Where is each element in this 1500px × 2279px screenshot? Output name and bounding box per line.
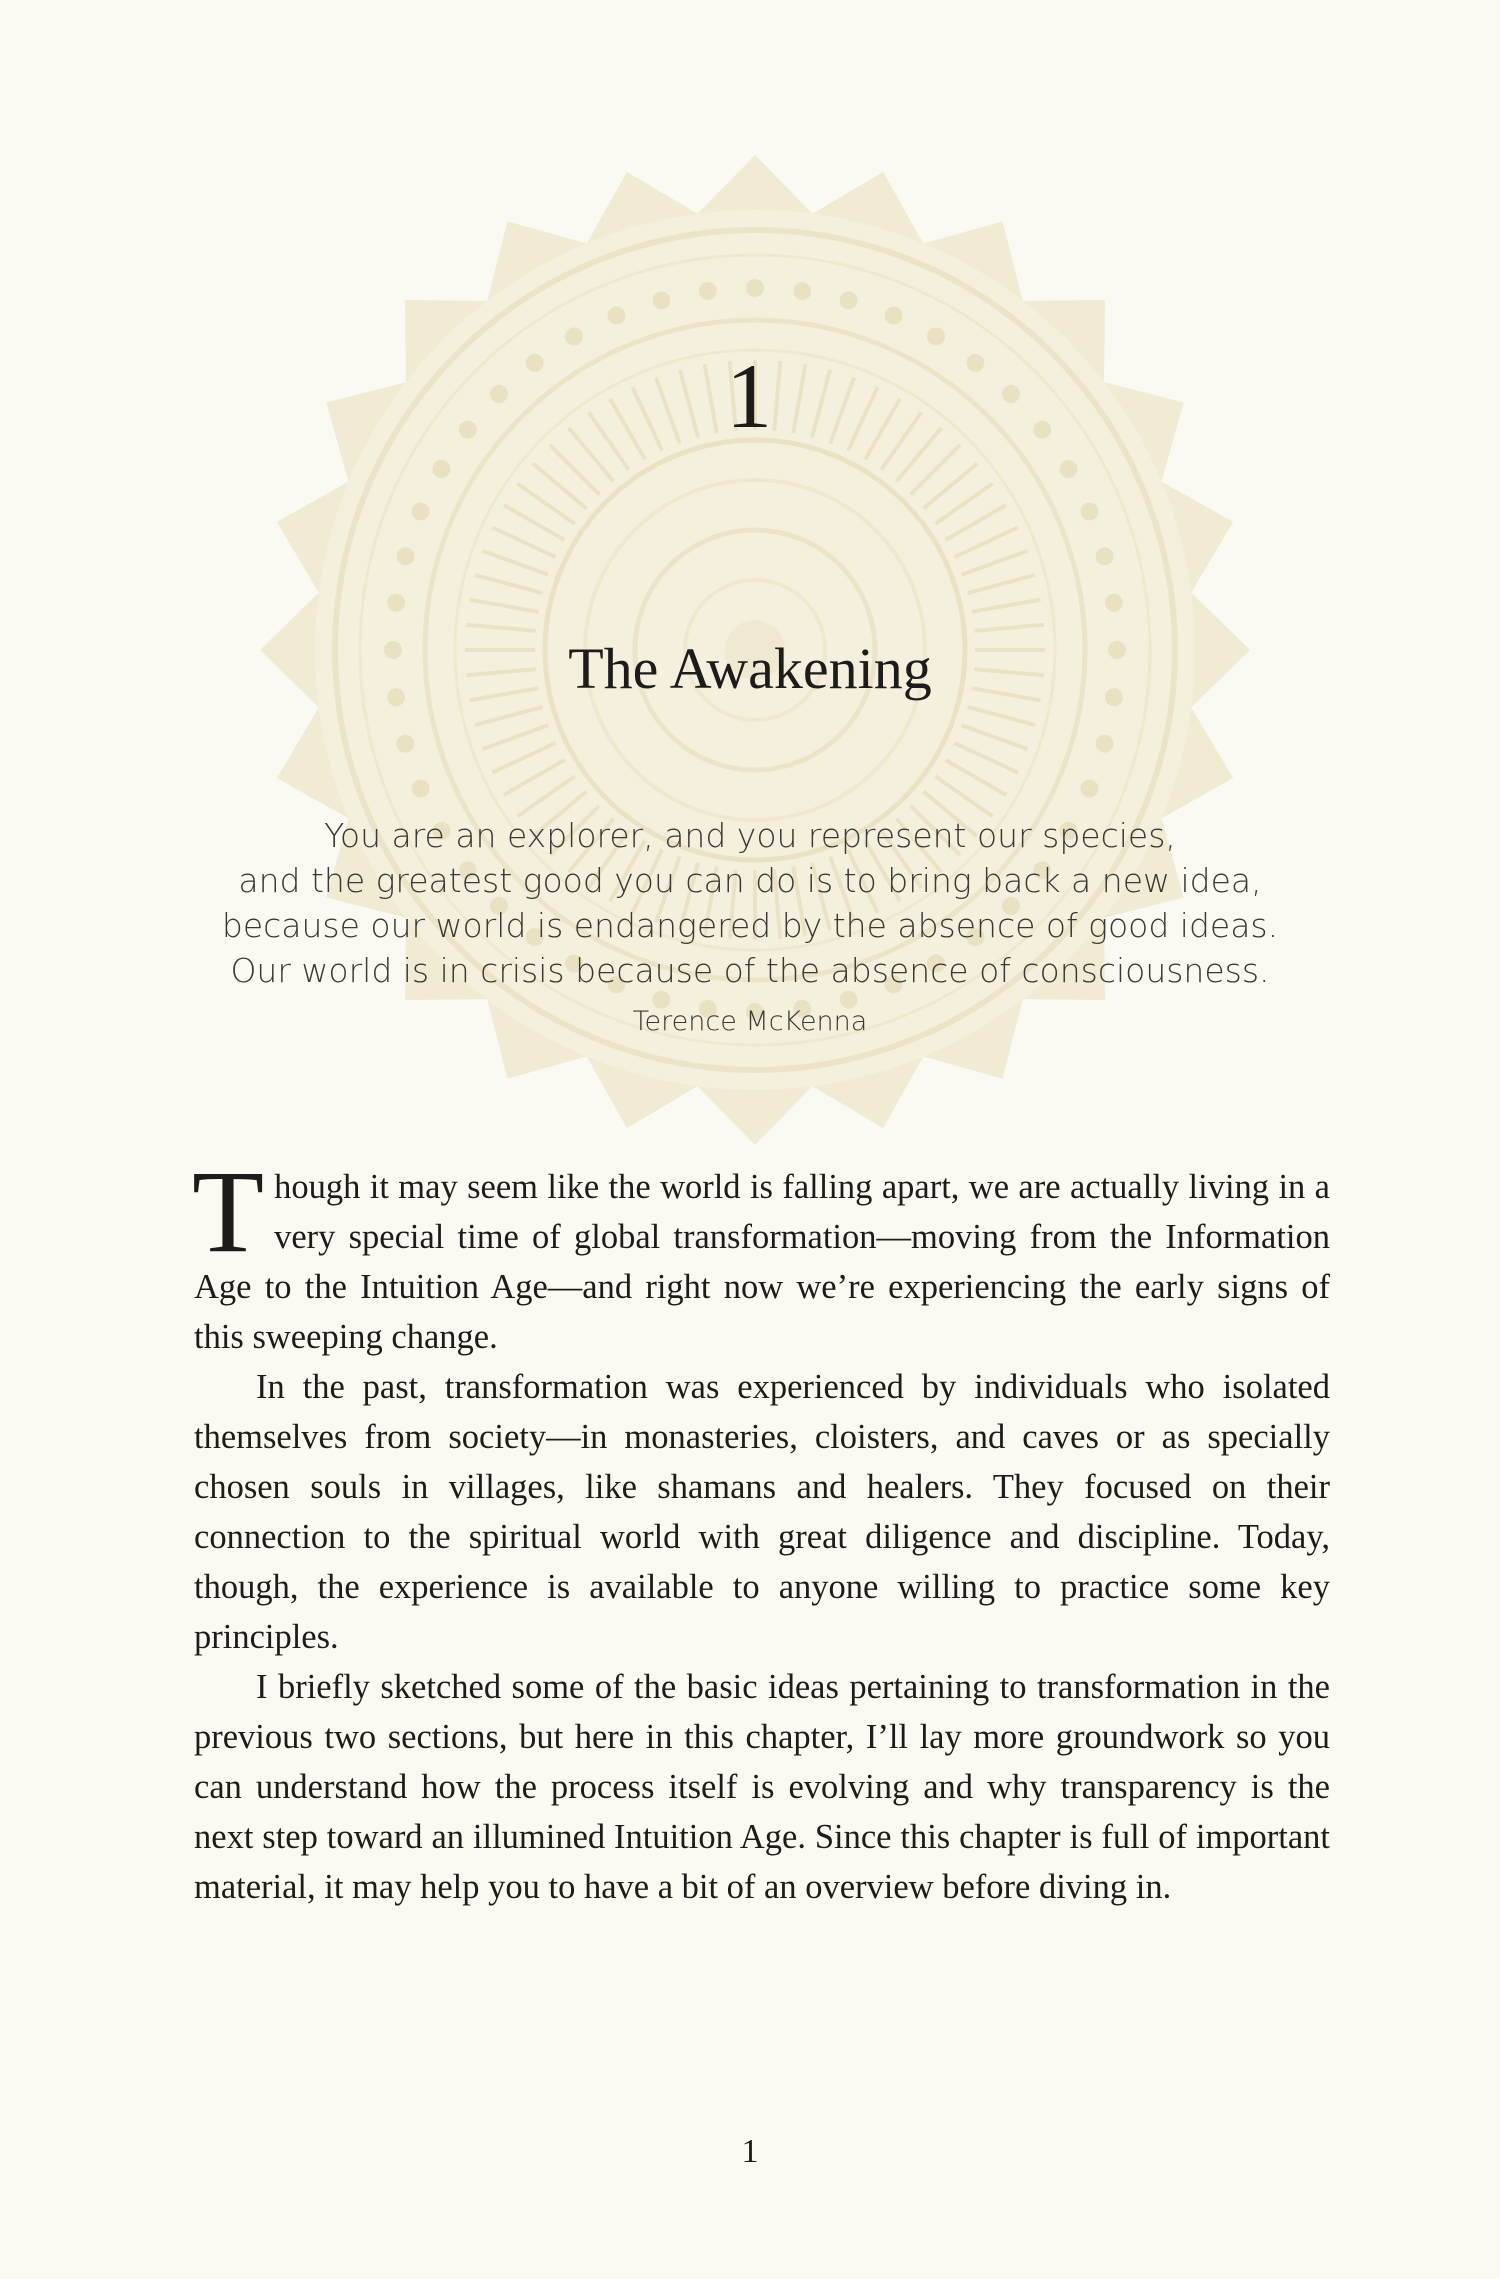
chapter-title: The Awakening <box>568 636 932 701</box>
paragraph <box>192 1146 1330 1362</box>
paragraph: I briefly sketched some of the basic ideas pertaining to transformation in the previous two sections, but here in this chapter, I’ll lay more groundwork so you can understand how the process itself is evolving and why transparency is the next step toward an illumined Intuition Age. Since this chapter is full of important material, it may help you to have a bit of an overview before diving in. <box>194 1668 1330 1906</box>
epigraph-line: You are an explorer, and you represent our species, <box>324 816 1176 855</box>
epigraph-line: and the greatest good you can do is to bring back a new idea, <box>238 861 1262 900</box>
chapter-number: 1 <box>726 345 774 447</box>
epigraph-line: because our world is endangered by the absence of good ideas. <box>221 906 1279 945</box>
page-number: 1 <box>741 2133 759 2170</box>
paragraph-text: hough it may seem like the world is falling apart, we are actually living in a very special time of global transformation—moving from the Information Age to the Intuition Age—and right now we’re experiencing the early signs of this sweeping change. <box>194 1168 1330 1356</box>
epigraph-line: Our world is in crisis because of the absence of consciousness. <box>230 951 1270 990</box>
epigraph <box>200 813 1300 1041</box>
epigraph-attribution: Terence McKenna <box>632 1006 868 1037</box>
paragraph: In the past, transformation was experienced by individuals who isolated themselves from society—in monasteries, cloisters, and caves or as specially chosen souls in villages, like shamans and healers. They focused on their connection to the spiritual world with great diligence and discipline. Today, though, the experience is available to anyone willing to practice some key principles. <box>194 1368 1330 1656</box>
drop-cap: T <box>192 1146 265 1277</box>
body-text <box>192 1146 1330 1912</box>
